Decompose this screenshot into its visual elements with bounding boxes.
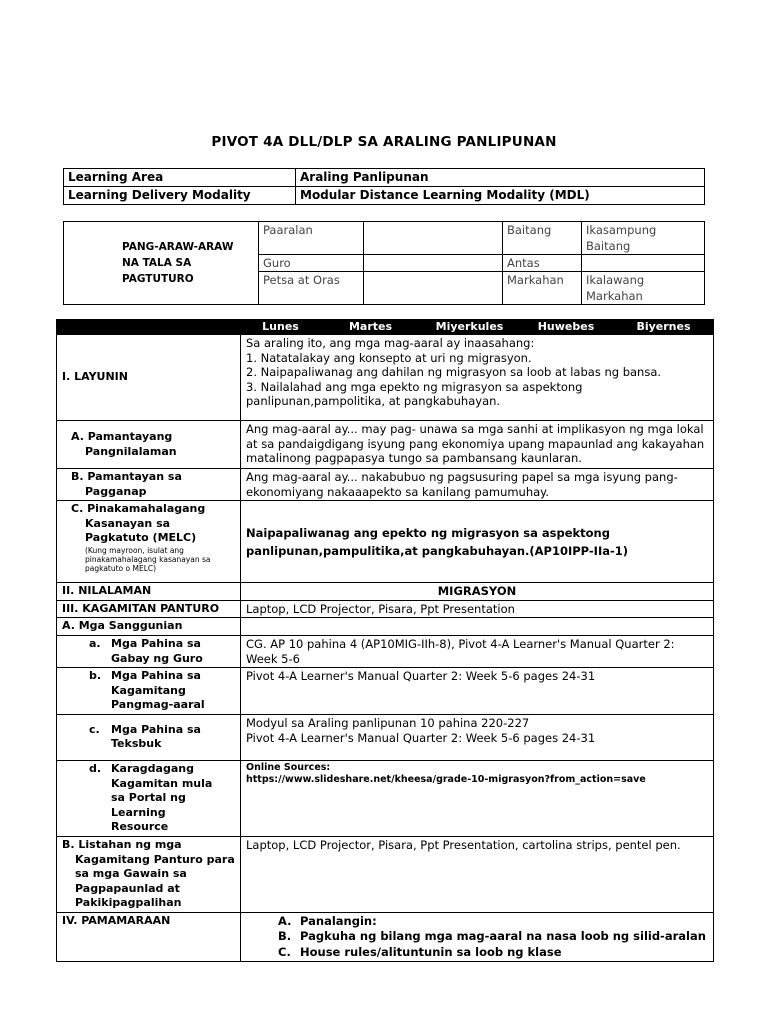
item-label: Karagdagang Kagamitan mula sa Portal ng Learning Resource xyxy=(111,761,213,834)
paaralan-label: Paaralan xyxy=(259,222,364,255)
kagamitan-label: III. KAGAMITAN PANTURO xyxy=(57,600,241,618)
melc-text: Naipapaliwanag ang epekto ng migrasyon sa aspektong panlipunan,pampulitika,at pangkabuhayan.(AP10IPP-IIa-1) xyxy=(241,501,714,583)
day-header: Lunes xyxy=(241,320,321,335)
melc-note: (Kung mayroon, isulat ang pinakamahalagang kasanayan sa pagkatuto o MELC) xyxy=(85,545,211,573)
baitang-value-line: Baitang xyxy=(586,239,631,253)
learning-area-label: Learning Area xyxy=(64,169,296,187)
item-key: b. xyxy=(89,669,102,683)
label-line: Pangnilalaman xyxy=(85,444,177,458)
item-label: Mga Pahina sa Kagamitang Pangmag-aaral xyxy=(111,669,205,712)
portal-line: Online Sources: xyxy=(246,761,331,773)
petsa-label: Petsa at Oras xyxy=(259,272,364,305)
portal-label xyxy=(57,760,241,836)
teksbuk-line: Modyul sa Araling panlipunan 10 pahina 220-227 xyxy=(246,715,530,730)
side-title-line: PANG-ARAW-ARAW xyxy=(122,241,234,253)
item-key: c. xyxy=(89,722,100,736)
side-title-line: PAGTUTURO xyxy=(122,273,194,285)
pagganap-label xyxy=(57,469,241,501)
sanggunian-value xyxy=(241,618,714,636)
modality-label: Learning Delivery Modality xyxy=(64,187,296,205)
label-line: C. Pinakamahalagang xyxy=(71,502,206,516)
side-title-line: NA TALA SA xyxy=(122,257,192,269)
item-label: Mga Pahina sa Teksbuk xyxy=(111,722,201,751)
item-key: C. xyxy=(278,944,291,959)
pamamaraan-label: IV. PAMAMARAAN xyxy=(57,912,241,962)
layunin-label: I. LAYUNIN xyxy=(57,335,241,421)
pangmag-value: Pivot 4-A Learner's Manual Quarter 2: Week 5-6 pages 24-31 xyxy=(241,668,714,715)
melc-label xyxy=(57,501,241,583)
info-table xyxy=(63,168,705,205)
header-side-title xyxy=(64,222,259,305)
layunin-line: 1. Natatalakay ang konsepto at uri ng migrasyon. xyxy=(246,350,532,365)
list-item xyxy=(278,929,708,945)
day-header: Biyernes xyxy=(614,320,714,335)
petsa-value xyxy=(364,272,503,305)
list-item xyxy=(278,914,708,930)
pamantayang-text: Ang mag-aaral ay... may pag- unawa sa mga sanhi at implikasyon ng mga lokal at sa pandaigdigang isyung pang ekonomiya upang mapaunlad ang kakayahan matalinong pagpapasya tungo sa pambansang kaunlaran. xyxy=(241,421,714,469)
label-line: B. Pamantayan sa xyxy=(71,470,182,483)
listahan-value: Laptop, LCD Projector, Pisara, Ppt Presentation, cartolina strips, pentel pen. xyxy=(241,836,714,912)
label-line: A. Pamantayang xyxy=(71,429,173,443)
layunin-content xyxy=(241,335,714,421)
teksbuk-value xyxy=(241,714,714,760)
guro-label: Guro xyxy=(259,255,364,272)
list-item xyxy=(278,945,708,961)
paaralan-value xyxy=(364,222,503,255)
pamantayang-label xyxy=(57,421,241,469)
nilalaman-value: MIGRASYON xyxy=(241,583,714,601)
page-title: PIVOT 4A DLL/DLP SA ARALING PANLIPUNAN xyxy=(211,134,557,150)
nilalaman-label: II. NILALAMAN xyxy=(57,583,241,601)
baitang-value xyxy=(582,222,705,255)
sanggunian-label: A. Mga Sanggunian xyxy=(57,618,241,636)
antas-label: Antas xyxy=(503,255,582,272)
markahan-label: Markahan xyxy=(503,272,582,305)
label-line: Kasanayan sa xyxy=(85,516,171,530)
item-key: A. xyxy=(278,913,292,928)
pangmag-label xyxy=(57,668,241,715)
pagganap-text: Ang mag-aaral ay... nakabubuo ng pagsusuring papel sa mga isyung pang-ekonomiyang nakaaapekto sa kanilang pamumuhay. xyxy=(241,469,714,501)
item-label: B. Listahan ng mga Kagamitang Panturo para sa mga Gawain sa Pagpapaunlad at Pakikipagpalihan xyxy=(62,837,235,910)
learning-area-value: Araling Panlipunan xyxy=(296,169,705,187)
item-key: a. xyxy=(89,636,101,650)
portal-link[interactable]: https://www.slideshare.net/kheesa/grade-10-migrasyon?from_action=save xyxy=(246,773,646,785)
baitang-label: Baitang xyxy=(503,222,582,255)
markahan-value-line: Ikalawang xyxy=(586,273,645,287)
layunin-line: Sa araling ito, ang mga mag-aaral ay inaasahang: xyxy=(246,336,535,350)
teksbuk-line: Pivot 4-A Learner's Manual Quarter 2: Week 5-6 pages 24-31 xyxy=(246,730,596,745)
label-line: Pagkatuto (MELC) xyxy=(85,531,197,545)
teksbuk-label xyxy=(57,714,241,760)
item-text: Pagkuha ng bilang mga mag-aaral na nasa loob ng silid-aralan xyxy=(300,929,706,944)
guro-pahina-label xyxy=(57,635,241,667)
guro-pahina-value: CG. AP 10 pahina 4 (AP10MIG-IIh-8), Pivot 4-A Learner's Manual Quarter 2: Week 5-6 xyxy=(241,635,714,667)
layunin-line: 2. Naipapaliwanag ang dahilan ng migrasyon sa loob at labas ng bansa. xyxy=(246,365,662,380)
lesson-table xyxy=(56,319,714,962)
kagamitan-value: Laptop, LCD Projector, Pisara, Ppt Presentation xyxy=(241,600,714,618)
pamamaraan-list xyxy=(246,914,708,961)
item-label: Mga Pahina sa Gabay ng Guro xyxy=(111,636,203,665)
guro-value xyxy=(364,255,503,272)
listahan-label xyxy=(57,836,241,912)
day-header: Huwebes xyxy=(519,320,614,335)
item-key: B. xyxy=(278,929,292,944)
header-table xyxy=(63,221,705,305)
portal-value xyxy=(241,760,714,836)
markahan-value xyxy=(582,272,705,305)
baitang-value-line: Ikasampung xyxy=(586,223,657,237)
markahan-value-line: Markahan xyxy=(586,289,643,303)
antas-value xyxy=(582,255,705,272)
layunin-line: 3. Nailalahad ang mga epekto ng migrasyon sa aspektong xyxy=(246,379,583,394)
day-header: Miyerkules xyxy=(421,320,519,335)
days-header-blank xyxy=(57,320,241,335)
item-text: House rules/alituntunin sa loob ng klase xyxy=(300,944,562,959)
item-key: d. xyxy=(89,761,102,775)
pamamaraan-content xyxy=(241,912,714,962)
label-line: Pagganap xyxy=(85,484,147,498)
day-header: Martes xyxy=(321,320,421,335)
layunin-line: panlipunan,pampolitika, at pangkabuhayan. xyxy=(246,394,501,409)
item-text: Panalangin: xyxy=(300,913,377,928)
modality-value: Modular Distance Learning Modality (MDL) xyxy=(296,187,705,205)
